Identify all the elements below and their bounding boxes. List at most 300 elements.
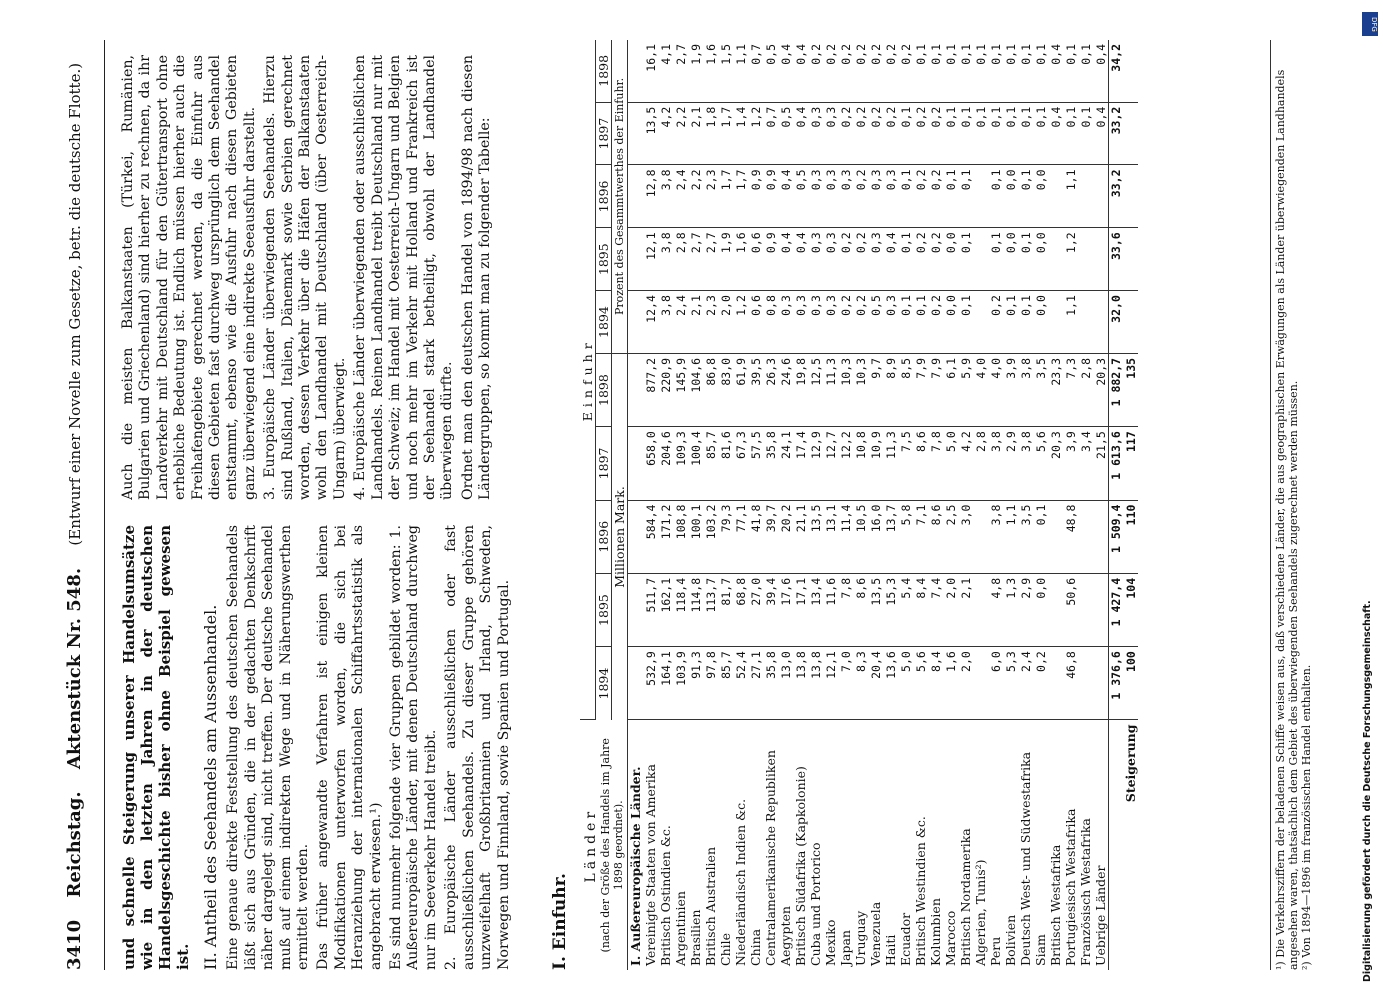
value-percent: 0,2 [853,40,868,102]
country-name: Mexiko [823,919,838,966]
value-millions: 41,8 [748,500,763,573]
value-percent: 0,1 [1078,40,1093,102]
value-millions: 2,1 [958,573,973,646]
value-millions: 220,9 [658,353,673,426]
document-subject: (Entwurf einer Novelle zum Gesetze, betr. die deutsche Flotte.) [66,62,84,546]
country-name: Französisch Westafrika [1078,818,1093,966]
value-millions: 113,7 [703,573,718,646]
value-millions: 11,4 [838,500,853,573]
sum-value: 33,6 [1109,228,1124,291]
group-label: I. Außereuropäische Länder. [628,766,643,966]
value-millions: 39,5 [748,353,763,426]
text-column-left [120,525,540,970]
value-percent: 0,2 [913,165,928,228]
index-value: 100 [1123,647,1138,720]
value-millions: 103,9 [673,647,688,720]
value-percent: 1,2 [1063,228,1078,291]
value-millions: 5,6 [913,647,928,720]
value-percent [1093,165,1109,228]
value-percent [1078,228,1093,291]
value-millions: 7,8 [838,573,853,646]
value-percent: 0,2 [853,228,868,291]
value-percent: 0,2 [823,40,838,102]
country-name: Algerien, Tunis²) [973,859,988,966]
sum-value: 1 882,7 [1109,353,1124,426]
country-name: Centralamerikanische Republiken [763,750,778,966]
value-percent: 0,0 [1033,165,1048,228]
table-row [958,40,973,970]
value-millions [1093,573,1109,646]
value-percent: 0,1 [958,291,973,354]
journal-name: Reichstag. [64,791,85,898]
year-header: 1895 [596,573,612,646]
value-millions: 48,8 [1063,500,1078,573]
value-millions: 7,4 [928,573,943,646]
value-percent: 0,0 [943,291,958,354]
value-millions: 1,3 [1003,573,1018,646]
value-percent: 0,2 [883,40,898,102]
table-row [1093,40,1109,970]
country-name: Brasilien [688,909,703,966]
value-percent: 0,2 [928,228,943,291]
value-percent: 0,1 [958,102,973,165]
value-millions: 57,5 [748,427,763,500]
value-percent: 0,1 [1033,102,1048,165]
value-millions: 13,6 [883,647,898,720]
country-name: Britisch Ostindien &c. [658,825,673,966]
section-title: II. Antheil des Seehandels am Aussenhandel. [201,604,220,970]
value-millions: 104,6 [688,353,703,426]
value-percent: 0,3 [823,102,838,165]
value-percent: 0,2 [808,40,823,102]
value-millions: 3,5 [1033,353,1048,426]
table-row [823,40,838,970]
value-percent: 0,3 [868,165,883,228]
value-percent: 0,2 [913,228,928,291]
country-name: Siam [1033,934,1048,966]
value-percent [1048,291,1063,354]
value-millions: 8,3 [853,647,868,720]
table-row [943,40,958,970]
value-percent: 0,4 [778,40,793,102]
value-percent: 0,1 [913,40,928,102]
value-millions: 20,3 [1093,353,1109,426]
value-percent: 0,7 [763,102,778,165]
value-millions: 8,9 [883,353,898,426]
value-percent: 0,4 [1048,102,1063,165]
value-millions: 6,0 [988,647,1003,720]
value-millions [1048,573,1063,646]
value-percent: 0,3 [793,291,808,354]
value-percent: 1,5 [718,40,733,102]
paragraph: 4. Europäische Länder überwiegenden oder ausschließlichen Landhandels. Reinen Landhandel treibt Deutschland nur mit der Schweiz; im Handel mit Oesterreich-Ungarn und Belgien und noch mehr im Verkehr mit Holland und Frankreich ist der Seehandel stark betheiligt, obwohl der Landhandel überwiegen dürfte. [352,55,456,500]
table-row [733,40,748,970]
value-millions: 2,4 [1018,647,1033,720]
value-percent: 0,4 [1093,40,1109,102]
value-millions: 97,8 [703,647,718,720]
table-row [838,40,853,970]
value-percent: 0,1 [943,40,958,102]
value-millions: 3,8 [988,500,1003,573]
value-millions: 81,6 [718,427,733,500]
value-percent: 0,1 [1063,40,1078,102]
value-millions: 11,3 [823,353,838,426]
value-percent: 0,0 [1003,165,1018,228]
value-percent: 0,5 [778,102,793,165]
value-millions: 12,5 [808,353,823,426]
country-name: Peru [988,936,1003,966]
country-name: Britisch Westafrika [1048,844,1063,966]
sum-value: 1 427,4 [1109,573,1124,646]
value-percent: 0,2 [838,40,853,102]
value-percent: 0,6 [748,291,763,354]
value-millions: 7,5 [898,427,913,500]
value-percent: 0,4 [883,228,898,291]
value-percent: 2,3 [703,165,718,228]
value-percent: 0,1 [1078,102,1093,165]
value-percent: 2,0 [718,291,733,354]
value-percent [1093,228,1109,291]
value-millions [973,647,988,720]
value-millions: 1,1 [1003,500,1018,573]
table-row [643,40,658,970]
value-percent [1078,291,1093,354]
value-millions: 5,4 [898,573,913,646]
value-millions: 13,4 [808,573,823,646]
value-millions: 10,5 [853,500,868,573]
value-percent: 0,3 [808,102,823,165]
value-percent: 0,1 [973,40,988,102]
value-percent: 0,5 [763,40,778,102]
value-millions: 13,7 [883,500,898,573]
value-percent: 1,6 [733,228,748,291]
value-millions: 39,7 [763,500,778,573]
value-millions: 7,9 [928,353,943,426]
value-percent: 2,7 [703,228,718,291]
value-percent: 4,1 [658,40,673,102]
value-millions: 4,8 [988,573,1003,646]
value-percent: 0,2 [883,102,898,165]
value-percent: 0,4 [793,228,808,291]
value-percent: 0,9 [748,165,763,228]
value-millions: 61,9 [733,353,748,426]
value-millions: 81,7 [718,573,733,646]
value-millions: 6,1 [943,353,958,426]
value-percent [1093,291,1109,354]
country-name: Portugiesisch Westafrika [1063,808,1078,966]
value-millions: 3,9 [1063,427,1078,500]
value-percent: 0,1 [928,40,943,102]
value-millions [1048,500,1063,573]
import-table [580,40,1138,970]
value-millions: 12,9 [808,427,823,500]
value-millions: 8,6 [928,500,943,573]
table-row [658,40,673,970]
value-millions: 27,0 [748,573,763,646]
value-millions: 7,1 [913,500,928,573]
value-millions: 10,3 [853,353,868,426]
value-millions: 35,8 [763,427,778,500]
value-millions: 8,4 [913,573,928,646]
value-millions: 13,8 [793,647,808,720]
value-millions: 2,0 [943,573,958,646]
value-millions: 20,3 [1048,427,1063,500]
value-percent: 0,1 [898,102,913,165]
value-percent: 0,1 [988,40,1003,102]
running-header [64,40,105,970]
value-millions: 7,8 [928,427,943,500]
value-millions: 10,8 [853,427,868,500]
dfg-logo: DFG [1362,12,1378,36]
year-header: 1896 [596,165,612,228]
footnotes [1270,40,1313,970]
table-row [1018,40,1033,970]
index-value: 110 [1123,500,1138,573]
value-percent: 0,3 [808,228,823,291]
country-name: Venezuela [868,901,883,966]
value-millions: 3,5 [1018,500,1033,573]
value-millions: 13,0 [778,647,793,720]
value-millions: 10,3 [838,353,853,426]
body-text [120,40,540,970]
document-number: Aktenstück Nr. 548. [64,567,85,770]
value-millions: 12,7 [823,427,838,500]
value-millions: 13,5 [868,573,883,646]
value-millions: 5,6 [1033,427,1048,500]
value-percent: 2,3 [703,291,718,354]
country-name: Argentinien [673,891,688,966]
value-millions: 20,4 [868,647,883,720]
value-percent: 1,1 [1063,291,1078,354]
value-percent [973,228,988,291]
value-percent: 0,9 [763,228,778,291]
value-millions: 2,9 [1018,573,1033,646]
value-millions: 162,1 [658,573,673,646]
value-millions: 15,3 [883,573,898,646]
value-millions: 118,4 [673,573,688,646]
value-millions: 13,5 [808,500,823,573]
value-percent: 0,1 [898,291,913,354]
country-name: Britisch Südafrika (Kapkolonie) [793,766,808,966]
value-percent: 1,6 [703,40,718,102]
value-percent: 1,7 [733,165,748,228]
value-millions: 103,2 [703,500,718,573]
value-millions: 20,2 [778,500,793,573]
value-percent: 0,6 [748,228,763,291]
country-name: Marocco [943,910,958,966]
value-percent: 2,7 [673,40,688,102]
value-millions: 5,3 [1003,647,1018,720]
sum-value: 33,2 [1109,102,1124,165]
value-percent: 16,1 [643,40,658,102]
value-millions: 10,9 [868,427,883,500]
sum-value: 32,0 [1109,291,1124,354]
value-percent: 0,3 [868,228,883,291]
value-percent: 0,3 [823,165,838,228]
index-value: 117 [1123,427,1138,500]
value-percent: 1,4 [733,102,748,165]
value-millions: 2,9 [1003,427,1018,500]
table-row [673,40,688,970]
value-percent: 0,1 [1003,291,1018,354]
value-millions: 11,3 [883,427,898,500]
sum-label [1109,720,1124,970]
value-percent: 3,8 [658,165,673,228]
year-header: 1894 [596,291,612,354]
value-percent: 0,2 [853,102,868,165]
sum-value: 1 509,4 [1109,500,1124,573]
paragraph: Es sind nunmehr folgende vier Gruppen gebildet worden: 1. Außereuropäische Länder, mit denen Deutschland durchweg nur im Seeverkehr Handel treibt. [388,525,439,970]
digitization-credit: Digitalisierung gefördert durch die Deutsche Forschungsgemeinschaft. [1362,600,1373,982]
country-name: Japan [838,930,853,966]
value-millions: 3,8 [1018,353,1033,426]
value-millions: 77,1 [733,500,748,573]
value-millions: 17,4 [793,427,808,500]
value-millions: 1,6 [943,647,958,720]
value-percent: 1,7 [718,102,733,165]
value-millions: 4,0 [973,353,988,426]
country-name: Haiti [883,934,898,966]
table-row [1063,40,1078,970]
value-percent: 13,5 [643,102,658,165]
value-percent: 0,3 [823,291,838,354]
value-percent: 0,0 [1003,228,1018,291]
value-millions: 50,6 [1063,573,1078,646]
dfg-sidebar [1362,12,1378,987]
value-millions: 171,2 [658,500,673,573]
value-millions: 204,6 [658,427,673,500]
table-row [868,40,883,970]
value-percent: 1,7 [718,165,733,228]
value-percent [1048,228,1063,291]
value-millions [1048,647,1063,720]
value-percent: 0,9 [763,165,778,228]
value-millions: 13,1 [823,500,838,573]
value-millions: 35,8 [763,647,778,720]
value-millions: 3,0 [958,500,973,573]
value-millions: 2,5 [943,500,958,573]
table-row [793,40,808,970]
value-millions: 532,9 [643,647,658,720]
value-percent: 0,3 [823,228,838,291]
value-percent: 1,9 [718,228,733,291]
value-millions: 145,9 [673,353,688,426]
value-percent: 0,2 [853,165,868,228]
value-millions: 79,3 [718,500,733,573]
table-row [1078,40,1093,970]
value-percent: 0,3 [883,291,898,354]
value-percent [973,165,988,228]
value-millions: 2,8 [1078,353,1093,426]
value-percent: 2,7 [688,228,703,291]
paragraph: Auch die meisten Balkanstaaten (Türkei, Rumänien, Bulgarien und Griechenland) sind hierher zu rechnen, da ihr Landverkehr mit Deutschland für den Gütertransport ohne erhebliche Bedeutung ist. Endlich müssen hierher auch die Freihafengebiete gerechnet werden, da die Einfuhr aus diesen Gebieten fast durchweg ursprünglich dem Seehandel entstammt, ebenso wie die Ausfuhr nach diesen Gebieten ganz überwiegend eine indirekte Seeausfuhr darstellt. [120,55,258,500]
value-millions: 658,0 [643,427,658,500]
value-percent: 2,2 [688,165,703,228]
value-millions: 26,3 [763,353,778,426]
value-percent: 2,1 [688,102,703,165]
value-millions: 584,4 [643,500,658,573]
value-percent: 0,4 [778,165,793,228]
value-percent: 2,2 [673,102,688,165]
paragraph: 3. Europäische Länder überwiegenden Seehandels. Hierzu sind Rußland, Italien, Dänemark sowie Serbien gerechnet worden, dessen Verkehr über die Häfen der Balkanstaaten wohl den Landhandel mit Deutschland (über Oesterreich-Ungarn) überwiegt. [262,55,348,500]
value-percent: 0,1 [1003,102,1018,165]
value-percent: 0,1 [1018,102,1033,165]
value-percent: 0,4 [793,102,808,165]
index-value: 135 [1123,353,1138,426]
table-row [718,40,733,970]
value-percent: 1,2 [748,102,763,165]
table-row [748,40,763,970]
value-percent: 0,4 [1048,40,1063,102]
table-row [703,40,718,970]
table-row [1048,40,1063,970]
text-column-right [120,55,540,500]
value-millions: 8,6 [913,427,928,500]
table-row [988,40,1003,970]
year-header: 1898 [596,353,612,426]
value-millions: 3,8 [988,427,1003,500]
value-percent: 0,1 [1003,40,1018,102]
value-millions: 5,0 [943,427,958,500]
sum-value: 34,2 [1109,40,1124,102]
value-millions: 11,6 [823,573,838,646]
value-percent: 0,1 [973,102,988,165]
value-millions: 21,1 [793,500,808,573]
value-percent: 0,2 [913,102,928,165]
value-millions: 24,6 [778,353,793,426]
value-percent: 0,2 [853,291,868,354]
country-name: Aegypten [778,906,793,966]
value-millions: 17,6 [778,573,793,646]
country-name: Uebrige Länder [1093,865,1108,966]
value-millions: 114,8 [688,573,703,646]
value-percent: 0,3 [838,165,853,228]
country-name: Deutsch West- und Südwestafrika [1018,751,1033,966]
country-name: Cuba und Portorico [808,842,823,966]
value-millions: 3,4 [1078,427,1093,500]
value-millions: 12,2 [838,427,853,500]
value-percent: 0,1 [943,165,958,228]
value-percent: 0,7 [748,40,763,102]
value-millions [1093,500,1109,573]
value-percent: 0,5 [793,165,808,228]
value-millions: 511,7 [643,573,658,646]
value-percent: 0,1 [1033,40,1048,102]
paragraph: Eine genaue direkte Feststellung des deutschen Seehandels läßt sich aus Gründen, die in der gedachten Denkschrift näher dargelegt sind, nicht treffen. Der deutsche Seehandel muß auf einem indirekten Wege und in Näherungswerthen ermittelt werden. [225,525,312,970]
value-percent: 0,5 [868,291,883,354]
value-millions: 0,2 [1033,647,1048,720]
value-millions [1078,573,1093,646]
table-row [1033,40,1048,970]
value-millions: 5,8 [898,500,913,573]
steigerung-label: Steigerung [1123,724,1138,803]
value-percent: 0,1 [1018,40,1033,102]
value-percent: 0,4 [1093,102,1109,165]
value-millions: 5,0 [898,647,913,720]
value-millions: 19,8 [793,353,808,426]
table-row [973,40,988,970]
country-name: Chile [718,932,733,966]
unit-header-millions: Millionen Mark. [612,353,628,720]
value-percent: 0,3 [778,291,793,354]
value-percent: 1,1 [1063,165,1078,228]
value-percent: 2,8 [673,228,688,291]
value-millions: 52,4 [733,647,748,720]
value-millions: 164,1 [658,647,673,720]
country-name: Vereinigte Staaten von Amerika [643,764,658,966]
value-millions: 7,3 [1063,353,1078,426]
steigerung-row [1123,40,1138,970]
